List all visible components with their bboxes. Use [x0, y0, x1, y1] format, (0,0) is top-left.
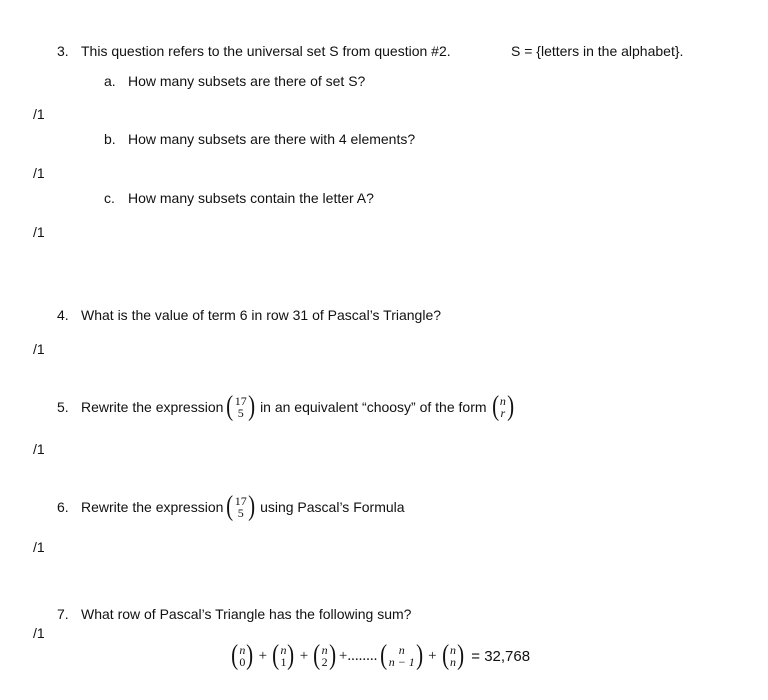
binom-top: 17 — [234, 494, 247, 508]
score-mark-3c: /1 — [33, 224, 45, 240]
form-bottom: r — [500, 406, 506, 420]
question-6-number: 6. — [57, 499, 69, 515]
score-mark-3a: /1 — [33, 106, 45, 122]
question-3b-letter: b. — [104, 131, 116, 147]
binom-top: 17 — [234, 394, 247, 408]
score-mark-6: /1 — [33, 539, 45, 555]
question-3a — [104, 73, 365, 89]
question-3 — [57, 43, 451, 59]
binomial-17-choose-5: ( 17 5 ) — [226, 391, 255, 422]
binomial-sum-expression — [230, 642, 530, 670]
plus-sign: + — [258, 647, 268, 664]
question-6-text-after: using Pascal’s Formula — [260, 499, 405, 515]
binomial-n-choose-r: ( n r ) — [491, 391, 515, 422]
question-5-text-before: Rewrite the expression — [81, 399, 224, 415]
question-3a-text: How many subsets are there of set S? — [128, 73, 366, 89]
binom-bottom: 5 — [237, 506, 244, 520]
score-mark-7: /1 — [33, 625, 45, 641]
score-mark-4: /1 — [33, 341, 45, 357]
question-7-number: 7. — [57, 606, 69, 622]
sum-result: = 32,768 — [471, 647, 531, 665]
question-3b-text: How many subsets are there with 4 elements? — [128, 131, 416, 147]
question-6-text-before: Rewrite the expression — [81, 499, 224, 515]
question-5 — [57, 393, 515, 421]
question-3a-letter: a. — [104, 73, 116, 89]
question-4 — [57, 307, 441, 323]
plus-sign: + — [299, 647, 309, 664]
binom-n-2: ( n 2 ) — [313, 640, 336, 671]
question-6 — [57, 493, 405, 521]
question-7-text: What row of Pascal’s Triangle has the following sum? — [81, 606, 412, 622]
question-4-number: 4. — [57, 307, 69, 323]
score-mark-5: /1 — [33, 441, 45, 457]
question-3c-letter: c. — [104, 190, 115, 206]
set-definition: S = {letters in the alphabet}. — [511, 43, 684, 59]
question-3c — [104, 190, 374, 206]
question-5-number: 5. — [57, 399, 69, 415]
question-4-text: What is the value of term 6 in row 31 of Pascal’s Triangle? — [81, 307, 442, 323]
form-top: n — [499, 394, 506, 408]
question-3-number: 3. — [57, 43, 69, 59]
binom-n-0: ( n 0 ) — [231, 640, 254, 671]
score-mark-3b: /1 — [33, 165, 45, 181]
binomial-17-choose-5-q6: ( 17 5 ) — [226, 491, 255, 522]
question-3b — [104, 131, 415, 147]
binom-n-n: ( n n ) — [441, 640, 465, 671]
question-5-text-after: in an equivalent “choosy” of the form — [260, 399, 487, 415]
binom-n-1: ( n 1 ) — [272, 640, 295, 671]
binom-n-n-minus-1: ( n n − 1 ) — [380, 640, 423, 671]
binom-bottom: 5 — [237, 406, 244, 420]
plus-sign: + — [428, 647, 437, 664]
ellipsis-terms: +........ — [338, 647, 378, 664]
question-3c-text: How many subsets contain the letter A? — [128, 190, 374, 206]
question-7 — [57, 606, 411, 622]
question-3-text: This question refers to the universal set S from question #2. — [81, 43, 451, 59]
